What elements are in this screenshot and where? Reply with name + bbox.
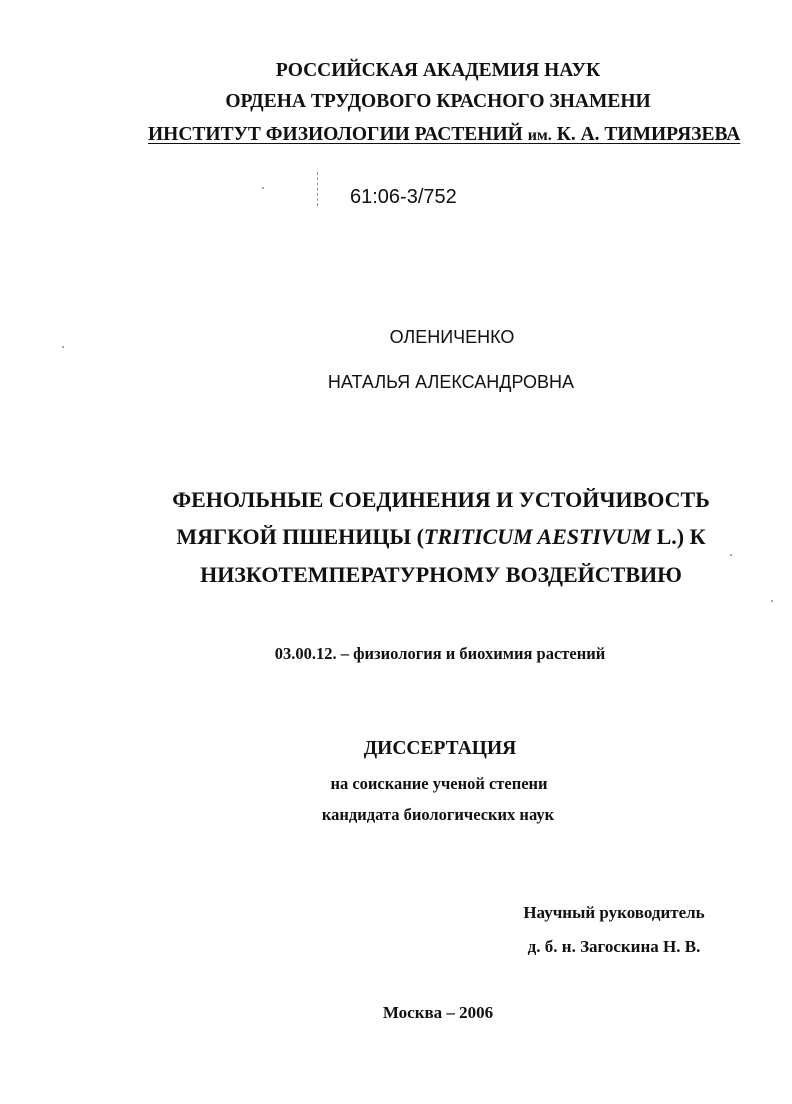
- institute-name: ИНСТИТУТ ФИЗИОЛОГИИ РАСТЕНИЙ: [148, 124, 523, 145]
- organization-line-3: [148, 124, 741, 146]
- organization-line-1: РОССИЙСКАЯ АКАДЕМИЯ НАУК: [275, 60, 601, 81]
- scan-speck: [262, 187, 264, 189]
- thesis-title-line-2: [0, 524, 792, 550]
- supervisor-label: Научный руководитель: [523, 903, 705, 922]
- work-type: ДИССЕРТАЦИЯ: [363, 738, 517, 759]
- supervisor-name: д. б. н. Загоскина Н. В.: [527, 937, 701, 956]
- scan-margin-mark: [317, 172, 319, 206]
- species-name: TRITICUM AESTIVUM: [423, 524, 652, 549]
- author-surname: ОЛЕНИЧЕНКО: [389, 327, 515, 347]
- thesis-title-line-1: ФЕНОЛЬНЫЕ СОЕДИНЕНИЯ И УСТОЙЧИВОСТЬ: [172, 487, 710, 512]
- institute-honorific: им.: [527, 127, 552, 144]
- catalog-code: 61:06-3/752: [350, 186, 457, 208]
- institute-namesake: К. А. ТИМИРЯЗЕВА: [556, 124, 741, 145]
- specialty-code: 03.00.12. – физиология и биохимия растений: [274, 644, 606, 663]
- title-prefix: МЯГКОЙ ПШЕНИЦЫ (: [176, 524, 424, 549]
- title-suffix: L.) К: [651, 524, 706, 549]
- thesis-title-line-3: НИЗКОТЕМПЕРАТУРНОМУ ВОЗДЕЙСТВИЮ: [200, 562, 682, 587]
- organization-line-2: ОРДЕНА ТРУДОВОГО КРАСНОГО ЗНАМЕНИ: [225, 91, 651, 112]
- degree-line-1: на соискание ученой степени: [330, 774, 548, 793]
- author-given-names: НАТАЛЬЯ АЛЕКСАНДРОВНА: [327, 372, 575, 392]
- scan-speck: [730, 554, 732, 556]
- place-and-year: Москва – 2006: [382, 1003, 494, 1022]
- scan-speck: [771, 600, 773, 602]
- degree-line-2: кандидата биологических наук: [321, 805, 555, 824]
